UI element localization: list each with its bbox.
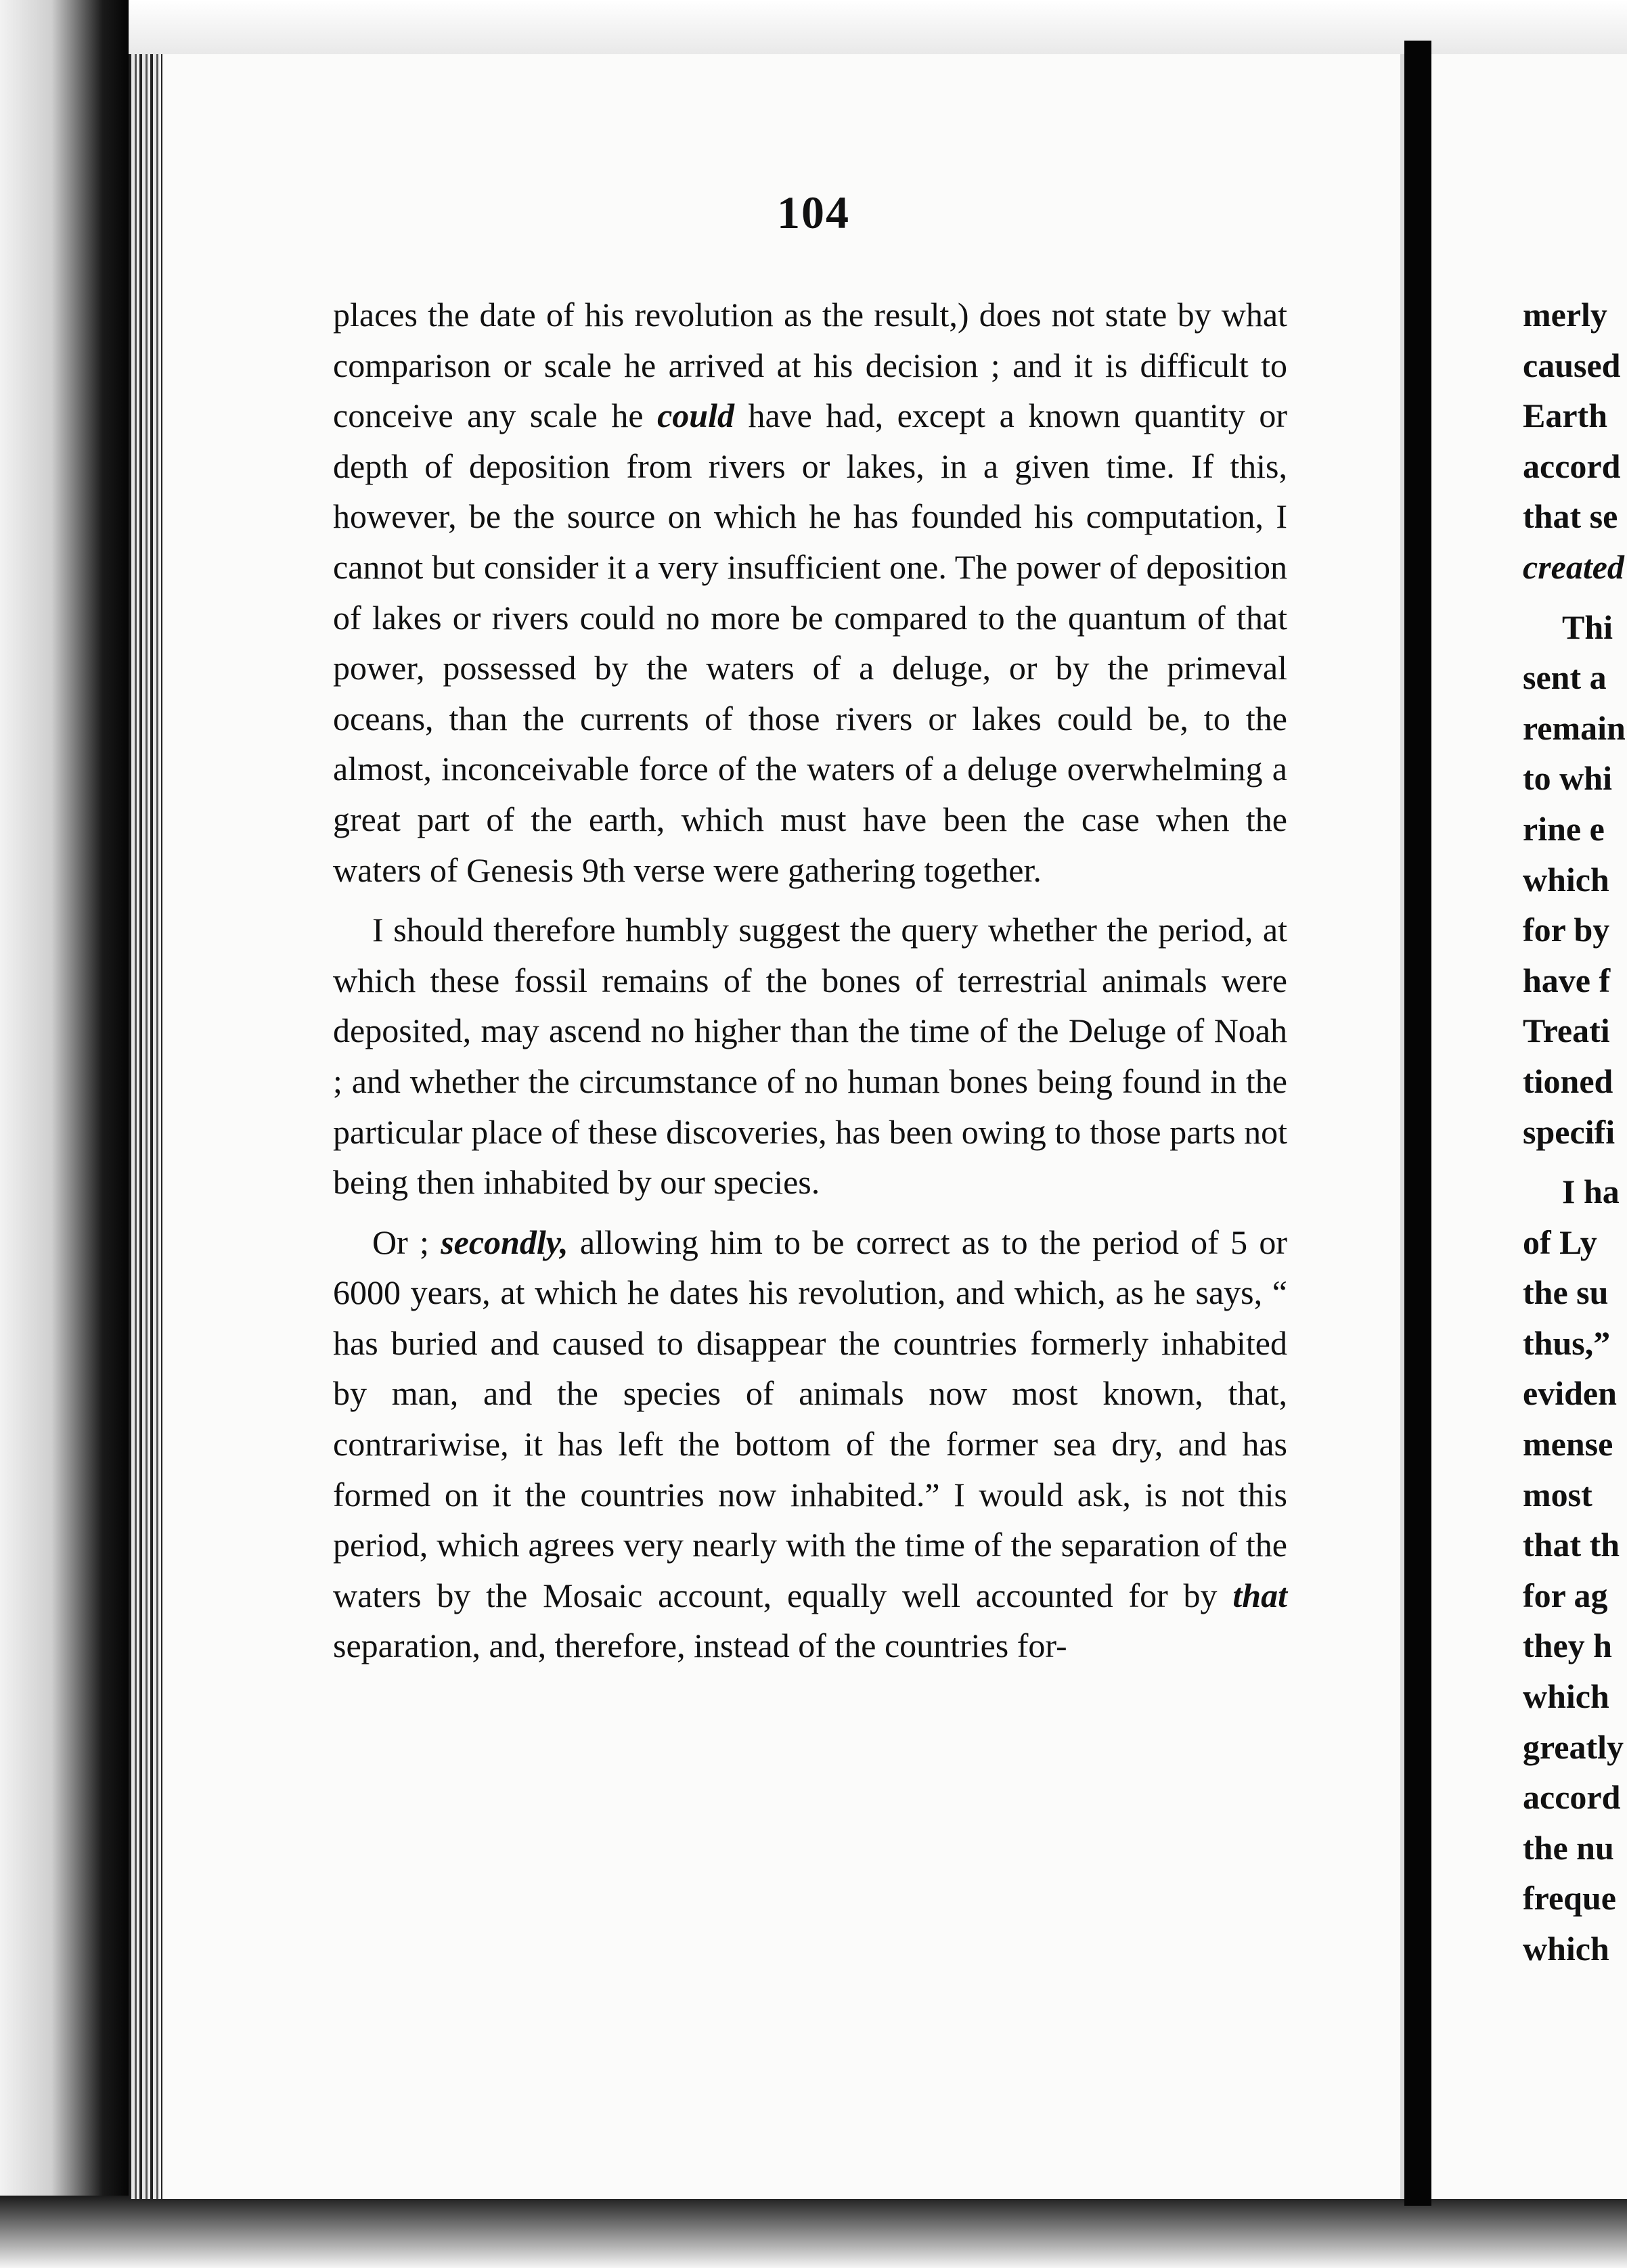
facing-page-line: mense (1523, 1425, 1613, 1464)
facing-page-line: freque (1523, 1879, 1616, 1918)
facing-page-line: which (1523, 1930, 1609, 1968)
facing-page-line: for ag (1523, 1576, 1608, 1614)
facing-page-text (1523, 290, 1627, 1974)
facing-page-line: caused (1523, 346, 1621, 384)
facing-page-line: have f (1523, 961, 1611, 999)
facing-page-line: specifi (1523, 1112, 1615, 1151)
book-binding (129, 54, 162, 2199)
facing-page-line: Treati (1523, 1012, 1610, 1050)
facing-page-line: accord (1523, 1778, 1621, 1817)
facing-page-line: sent a (1523, 658, 1607, 697)
facing-page-line: the su (1523, 1273, 1609, 1312)
facing-page-line: tioned (1523, 1062, 1613, 1100)
facing-page-line: which (1523, 1677, 1609, 1716)
facing-page-line: that th (1523, 1526, 1620, 1564)
facing-page-line: of Ly (1523, 1223, 1597, 1261)
facing-page-line: the nu (1523, 1828, 1614, 1867)
facing-page-line: greatly (1523, 1727, 1624, 1766)
facing-page-line: created (1523, 547, 1624, 586)
facing-page-line: most (1523, 1475, 1592, 1514)
scan-bottom-margin (0, 2196, 1627, 2268)
facing-page-line: rine e (1523, 809, 1605, 848)
page-gutter (1404, 41, 1431, 2206)
italic-text: could (657, 396, 734, 435)
facing-page-line: that se (1523, 497, 1618, 536)
text-run: allowing him to be correct as to the period of 5 or 6000 years, at which he dates his revolution, and which, as he says, “ has buried and caused to disappear the countries formerly inhabited by man, and the species of animals now most known, that, contrariwise, it has left the bottom of the former sea dry, and has formed on it the countries now inhabited.” I would ask, is not this period, which agrees very nearly with the time of the separation of the waters by the Mosaic account, equally well accounted for by (333, 1223, 1287, 1614)
paragraph (333, 1217, 1287, 1671)
facing-page-line: Earth (1523, 396, 1607, 435)
facing-page-line: thus,” (1523, 1323, 1611, 1362)
italic-text: that (1232, 1576, 1287, 1614)
scan-left-edge (0, 0, 129, 2268)
text-run: places the date of his revolution as the result,) does not state by what comparison or scale he arrived at his decision ; and it is difficult to conceive any scale he (333, 296, 1287, 435)
facing-page-line: remain (1523, 708, 1626, 747)
facing-page-line: accord (1523, 447, 1621, 485)
facing-page-line: which (1523, 860, 1609, 899)
text-run: separation, and, therefore, instead of the countries for- (333, 1627, 1067, 1665)
facing-page-line: merly (1523, 296, 1607, 334)
paragraph (333, 905, 1287, 1208)
body-text (333, 290, 1287, 1671)
italic-text: secondly, (441, 1223, 569, 1261)
text-run: I should therefore humbly suggest the query whether the period, at which these fossil remains of the bones of terrestrial animals were deposited, may ascend no higher than the time of the Deluge of Noah ; and whether the circumstance of no human bones being found in the particular place of these discoveries, has been owing to those parts not being then inhabited by our species. (333, 911, 1287, 1202)
facing-page-line: eviden (1523, 1374, 1617, 1413)
facing-page-line: they h (1523, 1627, 1612, 1665)
page-number: 104 (777, 187, 850, 238)
facing-page-line: Thi (1562, 608, 1613, 646)
facing-page-line: for by (1523, 911, 1610, 949)
facing-page-line: to whi (1523, 759, 1612, 798)
facing-page-line: I ha (1562, 1173, 1620, 1211)
text-run: Or ; (372, 1223, 441, 1261)
text-run: have had, except a known quantity or depth of deposition from rivers or lakes, in a given time. If this, however, be the source on which he has founded his computation, I cannot but consider it a very insufficient one. The power of deposition of lakes or rivers could no more be compared to the quantum of that power, possessed by the waters of a deluge, or by the primeval oceans, than the currents of those rivers or lakes could be, to the almost, inconceivable force of the waters of a deluge overwhelming a great part of the earth, which must have been the case when the waters of Genesis 9th verse were gathering together. (333, 396, 1287, 889)
scan-top-margin (0, 0, 1627, 61)
paragraph (333, 290, 1287, 895)
